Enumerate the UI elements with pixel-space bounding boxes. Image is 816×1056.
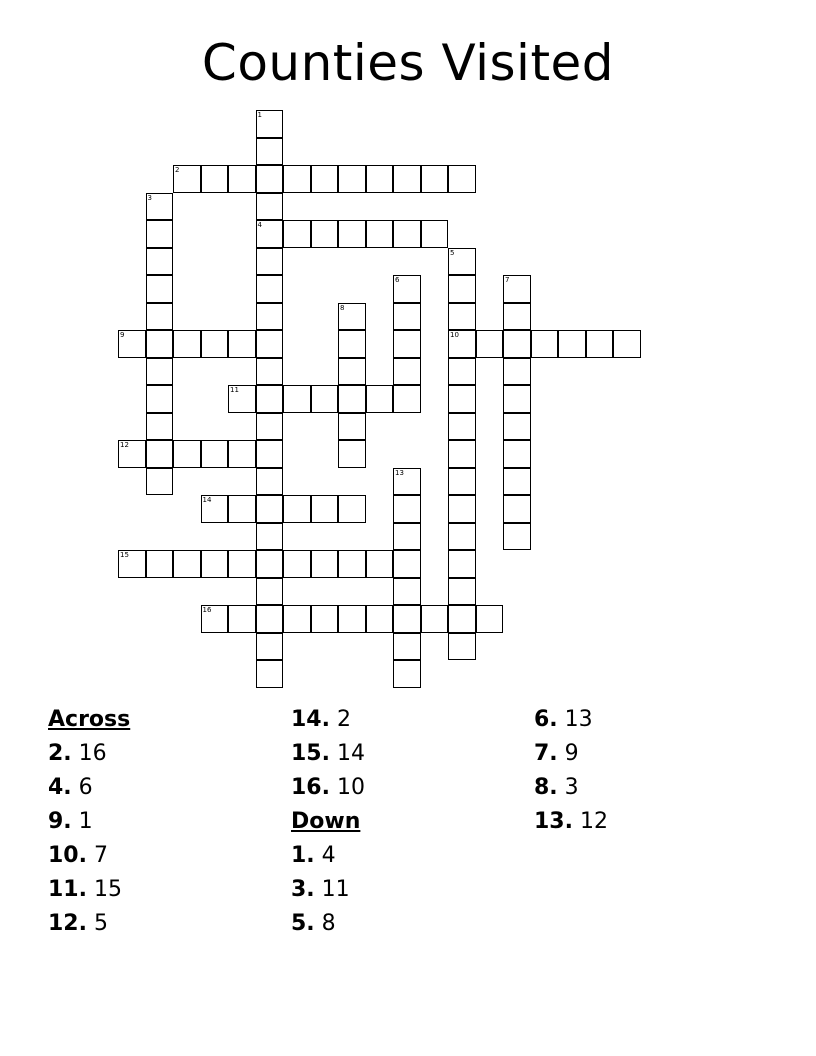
cell-number: 11	[230, 386, 239, 394]
crossword-cell[interactable]	[448, 275, 476, 303]
crossword-cell[interactable]	[338, 330, 366, 358]
clue-across-9	[48, 805, 130, 839]
crossword-cell[interactable]	[503, 523, 531, 551]
cell-number: 8	[340, 303, 345, 312]
clue-text: 6	[78, 775, 93, 800]
clue-number: 6.	[534, 707, 558, 732]
crossword-cell[interactable]	[256, 660, 284, 688]
crossword-cell[interactable]	[448, 468, 476, 496]
crossword-cell[interactable]	[393, 468, 421, 496]
crossword-cell[interactable]	[448, 550, 476, 578]
crossword-cell[interactable]	[338, 303, 366, 331]
clue-across-2	[48, 737, 130, 771]
crossword-cell[interactable]	[503, 495, 531, 523]
crossword-cell[interactable]	[366, 550, 394, 578]
crossword-cell[interactable]	[503, 468, 531, 496]
crossword-cell[interactable]	[256, 303, 284, 331]
crossword-cell[interactable]	[311, 220, 339, 248]
crossword-cell[interactable]	[393, 495, 421, 523]
crossword-cell[interactable]	[146, 385, 174, 413]
crossword-cell[interactable]	[338, 165, 366, 193]
crossword-cell[interactable]	[146, 358, 174, 386]
crossword-cell[interactable]	[201, 605, 229, 633]
crossword-cell[interactable]	[338, 413, 366, 441]
crossword-cell[interactable]	[228, 330, 256, 358]
clue-across-16	[291, 771, 365, 805]
crossword-cell[interactable]	[283, 220, 311, 248]
crossword-cell[interactable]	[338, 220, 366, 248]
cell-number: 3	[147, 193, 152, 202]
puzzle-title: Counties Visited	[201, 34, 615, 92]
clue-text: 9	[564, 741, 579, 766]
crossword-cell[interactable]	[503, 413, 531, 441]
clue-text: 4	[321, 843, 336, 868]
crossword-cell[interactable]	[448, 330, 476, 358]
crossword-cell[interactable]	[118, 550, 146, 578]
crossword-cell[interactable]	[503, 440, 531, 468]
crossword-cell[interactable]	[256, 165, 284, 193]
clue-text: 15	[93, 877, 122, 902]
clue-across-12	[48, 907, 130, 941]
clue-column-2	[291, 703, 365, 941]
crossword-cell[interactable]	[503, 358, 531, 386]
crossword-cell[interactable]	[311, 165, 339, 193]
clue-text: 11	[321, 877, 350, 902]
crossword-cell[interactable]	[448, 495, 476, 523]
cell-number: 16	[202, 606, 212, 614]
crossword-cell[interactable]	[338, 385, 366, 413]
crossword-cell[interactable]	[256, 578, 284, 606]
cell-number: 7	[505, 276, 510, 284]
crossword-cell[interactable]	[256, 330, 284, 358]
crossword-cell[interactable]	[338, 495, 366, 523]
crossword-cell[interactable]	[201, 330, 229, 358]
clue-down-6	[534, 703, 608, 737]
crossword-cell[interactable]	[393, 275, 421, 303]
clue-text: 16	[78, 741, 107, 766]
clue-text: 3	[564, 775, 579, 800]
crossword-cell[interactable]	[393, 523, 421, 551]
cell-number: 4	[257, 221, 262, 229]
crossword-cell[interactable]	[146, 248, 174, 276]
clue-across-10	[48, 839, 130, 873]
crossword-cell[interactable]	[228, 605, 256, 633]
clue-across-15	[291, 737, 365, 771]
clue-number: 1.	[291, 843, 315, 868]
clue-number: 14.	[291, 707, 330, 732]
clue-number: 16.	[291, 775, 330, 800]
crossword-cell[interactable]	[256, 248, 284, 276]
crossword-cell[interactable]	[146, 413, 174, 441]
crossword-cell[interactable]	[393, 385, 421, 413]
crossword-cell[interactable]	[228, 550, 256, 578]
crossword-cell[interactable]	[558, 330, 586, 358]
crossword-cell[interactable]	[118, 440, 146, 468]
crossword-cell[interactable]	[393, 578, 421, 606]
crossword-cell[interactable]	[173, 330, 201, 358]
crossword-cell[interactable]	[448, 413, 476, 441]
cell-number: 9	[120, 331, 125, 339]
cell-number: 6	[395, 276, 400, 284]
crossword-cell[interactable]	[448, 578, 476, 606]
crossword-cell[interactable]	[256, 220, 284, 248]
crossword-cell[interactable]	[448, 165, 476, 193]
crossword-cell[interactable]	[201, 440, 229, 468]
crossword-cell[interactable]	[173, 550, 201, 578]
crossword-cell[interactable]	[393, 605, 421, 633]
crossword-cell[interactable]	[503, 330, 531, 358]
clue-column-3	[534, 703, 608, 839]
crossword-cell[interactable]	[173, 165, 201, 193]
clue-text: 7	[93, 843, 108, 868]
crossword-cell[interactable]	[256, 110, 284, 138]
crossword-cell[interactable]	[448, 523, 476, 551]
crossword-cell[interactable]	[228, 165, 256, 193]
crossword-cell[interactable]	[393, 165, 421, 193]
crossword-cell[interactable]	[393, 220, 421, 248]
crossword-cell[interactable]	[311, 385, 339, 413]
crossword-cell[interactable]	[448, 303, 476, 331]
cell-number: 10	[450, 331, 459, 339]
crossword-cell[interactable]	[503, 303, 531, 331]
cell-number: 14	[202, 496, 212, 504]
cell-number: 13	[395, 468, 404, 477]
crossword-cell[interactable]	[476, 605, 504, 633]
clue-number: 3.	[291, 877, 315, 902]
crossword-cell[interactable]	[393, 633, 421, 661]
crossword-cell[interactable]	[393, 358, 421, 386]
crossword-cell[interactable]	[421, 220, 449, 248]
clue-text: 14	[336, 741, 365, 766]
crossword-cell[interactable]	[421, 605, 449, 633]
crossword-cell[interactable]	[228, 385, 256, 413]
clue-down-3	[291, 873, 365, 907]
crossword-cell[interactable]	[448, 440, 476, 468]
crossword-cell[interactable]	[283, 605, 311, 633]
crossword-cell[interactable]	[366, 605, 394, 633]
crossword-cell[interactable]	[283, 165, 311, 193]
clue-column-1	[48, 703, 130, 941]
crossword-cell[interactable]	[393, 660, 421, 688]
crossword-cell[interactable]	[338, 605, 366, 633]
crossword-cell[interactable]	[146, 330, 174, 358]
crossword-cell[interactable]	[613, 330, 641, 358]
crossword-cell[interactable]	[338, 440, 366, 468]
crossword-cell[interactable]	[256, 440, 284, 468]
crossword-cell[interactable]	[256, 495, 284, 523]
crossword-cell[interactable]	[118, 330, 146, 358]
crossword-cell[interactable]	[283, 385, 311, 413]
clue-text: 13	[564, 707, 593, 732]
crossword-cell[interactable]	[201, 495, 229, 523]
clue-number: 5.	[291, 911, 315, 936]
clue-text: 2	[336, 707, 351, 732]
crossword-cell[interactable]	[256, 358, 284, 386]
clue-text: 5	[93, 911, 108, 936]
down-heading: Down	[291, 809, 361, 834]
crossword-cell[interactable]	[366, 220, 394, 248]
crossword-cell[interactable]	[311, 495, 339, 523]
crossword-cell[interactable]	[393, 550, 421, 578]
clue-number: 12.	[48, 911, 87, 936]
crossword-cell[interactable]	[256, 550, 284, 578]
clue-number: 4.	[48, 775, 72, 800]
clue-number: 15.	[291, 741, 330, 766]
crossword-cell[interactable]	[338, 550, 366, 578]
crossword-cell[interactable]	[448, 385, 476, 413]
clue-number: 11.	[48, 877, 87, 902]
crossword-cell[interactable]	[256, 385, 284, 413]
crossword-cell[interactable]	[256, 413, 284, 441]
crossword-cell[interactable]	[393, 303, 421, 331]
crossword-cell[interactable]	[283, 495, 311, 523]
clue-down-8	[534, 771, 608, 805]
clue-number: 2.	[48, 741, 72, 766]
crossword-cell[interactable]	[311, 605, 339, 633]
crossword-cell[interactable]	[146, 468, 174, 496]
crossword-cell[interactable]	[173, 440, 201, 468]
crossword-cell[interactable]	[393, 330, 421, 358]
crossword-cell[interactable]	[146, 550, 174, 578]
crossword-cell[interactable]	[448, 248, 476, 276]
crossword-cell[interactable]	[256, 275, 284, 303]
crossword-cell[interactable]	[531, 330, 559, 358]
crossword-cell[interactable]	[201, 550, 229, 578]
clue-text: 8	[321, 911, 336, 936]
clue-down-1	[291, 839, 365, 873]
crossword-cell[interactable]	[256, 138, 284, 166]
crossword-cell[interactable]	[146, 220, 174, 248]
crossword-cell[interactable]	[256, 468, 284, 496]
cell-number: 1	[257, 111, 262, 119]
clue-text: 12	[579, 809, 608, 834]
clue-text: 1	[78, 809, 93, 834]
clue-number: 7.	[534, 741, 558, 766]
clue-number: 9.	[48, 809, 72, 834]
clue-number: 13.	[534, 809, 573, 834]
crossword-cell[interactable]	[338, 358, 366, 386]
across-heading: Across	[48, 707, 131, 732]
crossword-cell[interactable]	[311, 550, 339, 578]
crossword-cell[interactable]	[146, 303, 174, 331]
crossword-cell[interactable]	[256, 633, 284, 661]
cell-number: 2	[175, 166, 180, 174]
crossword-cell[interactable]	[146, 275, 174, 303]
crossword-cell[interactable]	[586, 330, 614, 358]
crossword-cell[interactable]	[503, 275, 531, 303]
crossword-cell[interactable]	[146, 193, 174, 221]
clue-number: 8.	[534, 775, 558, 800]
clue-across-11	[48, 873, 130, 907]
cell-number: 12	[120, 441, 129, 449]
clue-across-14	[291, 703, 365, 737]
crossword-cell[interactable]	[448, 633, 476, 661]
clue-across-4	[48, 771, 130, 805]
crossword-cell[interactable]	[421, 165, 449, 193]
crossword-cell[interactable]	[228, 440, 256, 468]
crossword-cell[interactable]	[201, 165, 229, 193]
crossword-cell[interactable]	[283, 550, 311, 578]
clue-text: 10	[336, 775, 365, 800]
crossword-cell[interactable]	[228, 495, 256, 523]
crossword-cell[interactable]	[366, 165, 394, 193]
crossword-cell[interactable]	[366, 385, 394, 413]
crossword-cell[interactable]	[448, 605, 476, 633]
clue-number: 10.	[48, 843, 87, 868]
clue-down-5	[291, 907, 365, 941]
clue-down-13	[534, 805, 608, 839]
crossword-cell[interactable]	[256, 193, 284, 221]
crossword-cell[interactable]	[503, 385, 531, 413]
crossword-cell[interactable]	[146, 440, 174, 468]
cell-number: 15	[120, 551, 129, 559]
cell-number: 5	[450, 248, 455, 257]
clue-down-7	[534, 737, 608, 771]
crossword-cell[interactable]	[476, 330, 504, 358]
crossword-cell[interactable]	[256, 605, 284, 633]
crossword-cell[interactable]	[256, 523, 284, 551]
crossword-cell[interactable]	[448, 358, 476, 386]
